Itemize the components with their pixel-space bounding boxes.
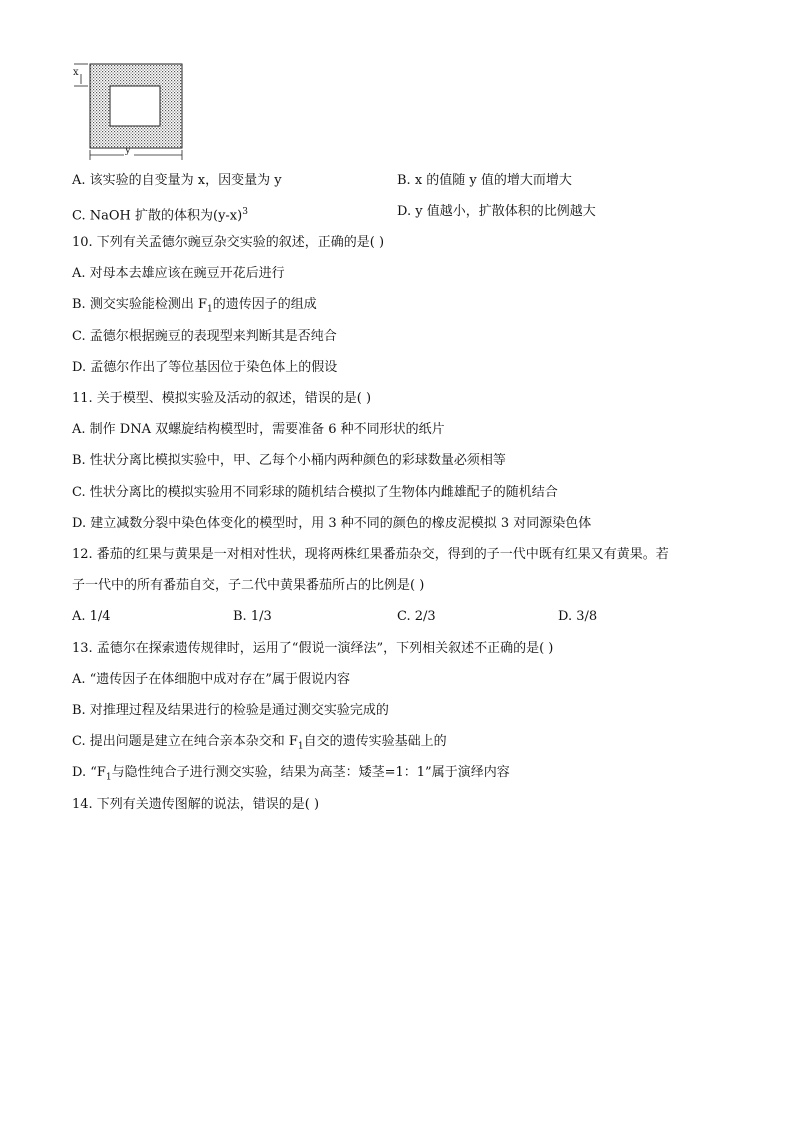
q12-stem-line1: 12. 番茄的红果与黄果是一对相对性状，现将两株红果番茄杂交，得到的子一代中既有红果又有黄果。若 [72,547,669,562]
q12-option-a: A. 1/4 [72,609,111,624]
inner-square [110,86,160,126]
cube-diagram [72,62,190,162]
q13-option-d: D. “$F_1$与隐性纯合子进行测交实验，结果为高茎：矮茎=1：1”属于演绎内容 [72,765,510,783]
q13-option-b: B. 对推理过程及结果进行的检验是通过测交实验完成的 [72,703,389,718]
q10-stem: 10. 下列有关孟德尔豌豆杂交实验的叙述，正确的是( ) [72,235,385,250]
q13-stem: 13. 孟德尔在探索遗传规律时，运用了“假说一演绎法”，下列相关叙述不正确的是( ) [72,641,554,656]
q13-option-a: A. “遗传因子在体细胞中成对存在”属于假说内容 [72,672,350,687]
q9-option-a: A. 该实验的自变量为 x，因变量为 y [72,173,282,188]
q12-option-b: B. 1/3 [233,609,272,624]
q10-option-c: C. 孟德尔根据豌豆的表现型来判断其是否纯合 [72,329,337,344]
q11-option-a: A. 制作 DNA 双螺旋结构模型时，需要准备 6 种不同形状的纸片 [72,422,445,437]
q11-option-d: D. 建立减数分裂中染色体变化的模型时，用 3 种不同的颜色的橡皮泥模拟 3 对同源染色体 [72,516,592,531]
q11-stem: 11. 关于模型、模拟实验及活动的叙述，错误的是( ) [72,391,372,406]
y-label: y [125,145,131,156]
q13-option-c: C. 提出问题是建立在纯合亲本杂交和 $F_1$自交的遗传实验基础上的 [72,734,447,752]
q10-option-d: D. 孟德尔作出了等位基因位于染色体上的假设 [72,360,338,375]
q9-option-b: B. x 的值随 y 值的增大而增大 [397,173,572,188]
q14-stem: 14. 下列有关遗传图解的说法，错误的是( ) [72,797,320,812]
q12-stem-line2: 子一代中的所有番茄自交，子二代中黄果番茄所占的比例是( ) [72,578,425,593]
q9-option-c: C. NaOH 扩散的体积为$(y-x)^3$ [72,207,248,224]
q10-option-a: A. 对母本去雄应该在豌豆开花后进行 [72,266,285,281]
q12-option-d: D. 3/8 [558,609,598,624]
x-label: x [73,67,79,78]
q12-option-c: C. 2/3 [397,609,436,624]
q10-option-b: B. 测交实验能检测出 $F_1$的遗传因子的组成 [72,297,317,315]
q11-option-c: C. 性状分离比的模拟实验用不同彩球的随机结合模拟了生物体内雌雄配子的随机结合 [72,485,558,500]
q11-option-b: B. 性状分离比模拟实验中，甲、乙每个小桶内两种颜色的彩球数量必须相等 [72,453,506,468]
q9-option-d: D. y 值越小，扩散体积的比例越大 [397,204,596,219]
